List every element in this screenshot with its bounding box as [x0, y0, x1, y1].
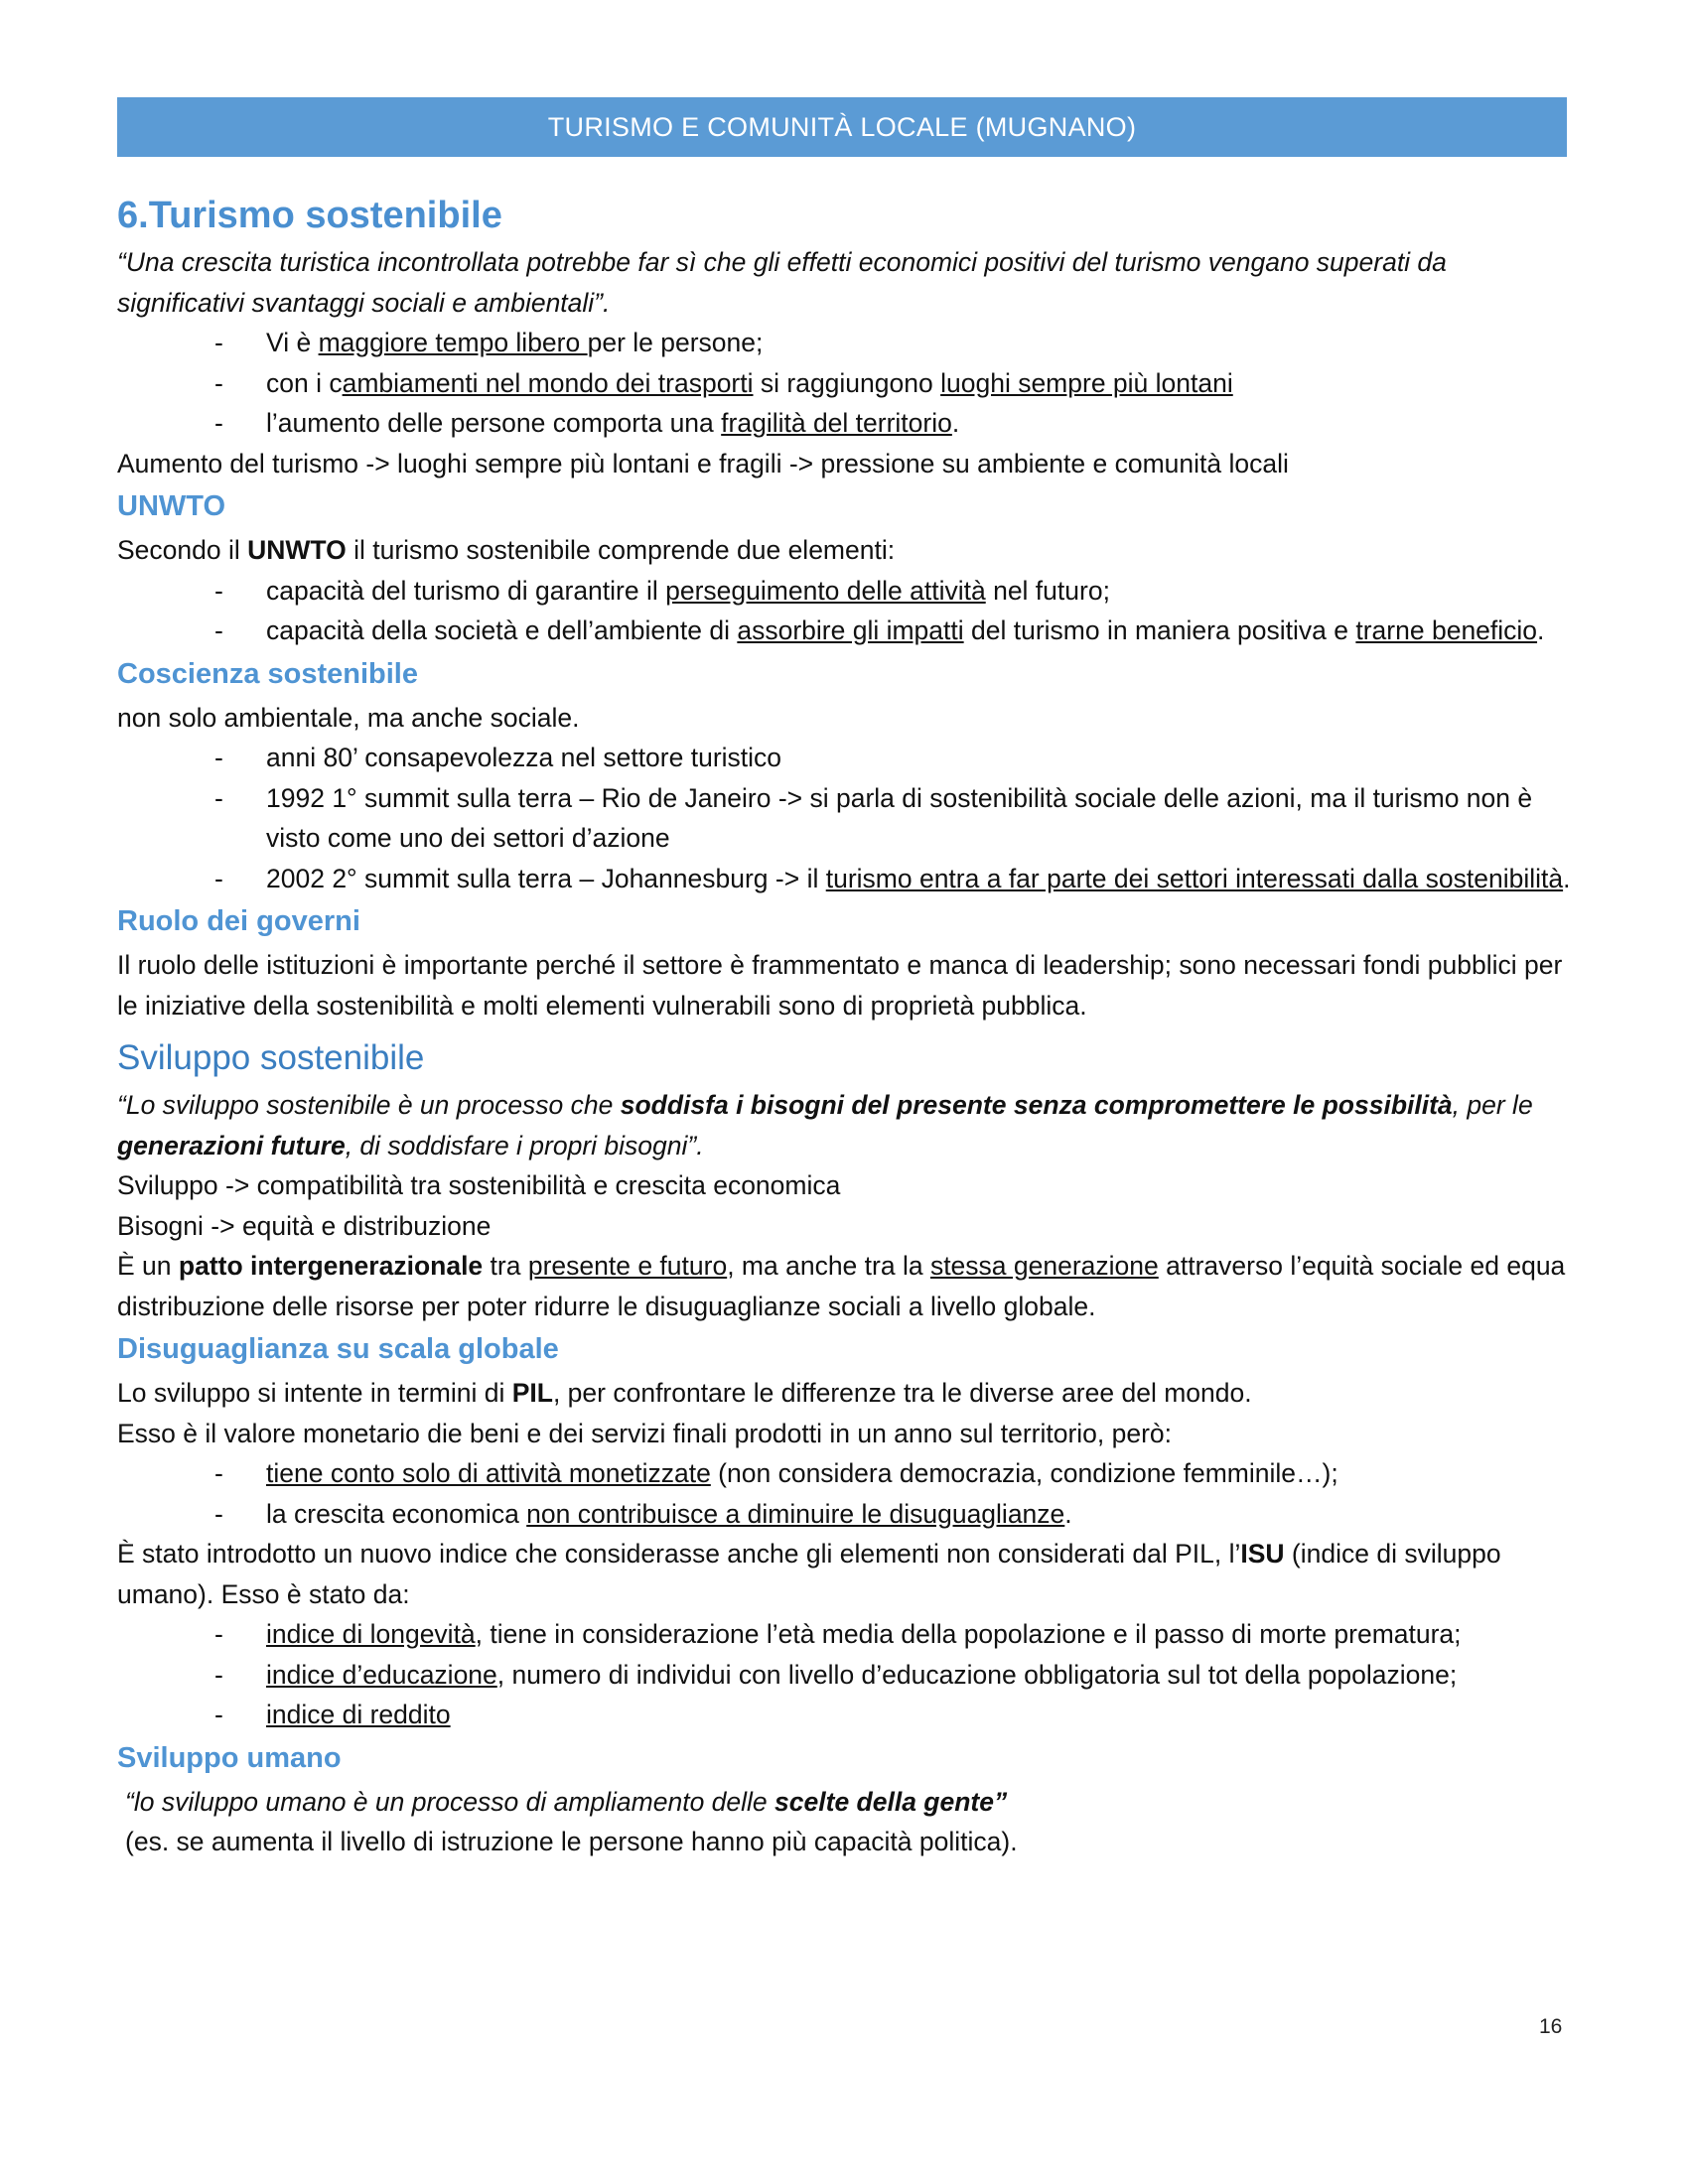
list-item: - la crescita economica non contribuisce a diminuire le disuguaglianze.	[117, 1494, 1577, 1535]
sviluppo-line: Sviluppo -> compatibilità tra sostenibilità e crescita economica	[117, 1170, 841, 1200]
coscienza-intro: non solo ambientale, ma anche sociale.	[117, 702, 580, 733]
umano-note: (es. se aumenta il livello di istruzione le persone hanno più capacità politica).	[125, 1827, 1018, 1856]
heading-ruolo-governi: Ruolo dei governi	[117, 905, 360, 937]
list-item: - Vi è maggiore tempo libero per le persone;	[117, 323, 1577, 363]
list-item: - indice d’educazione, numero di individui con livello d’educazione obbligatoria sul tot della popolazione;	[117, 1655, 1577, 1696]
pil-definition: Esso è il valore monetario die beni e dei servizi finali prodotti in un anno sul territorio, però:	[117, 1418, 1173, 1448]
heading-coscienza-sostenibile: Coscienza sostenibile	[117, 657, 418, 690]
summary-line: Aumento del turismo -> luoghi sempre più lontani e fragili -> pressione su ambiente e comunità locali	[117, 448, 1289, 478]
isu-paragraph: È stato introdotto un nuovo indice che considerasse anche gli elementi non considerati dal PIL, l’ISU (indice di sviluppo umano). Esso è stato da:	[117, 1539, 1501, 1609]
bullet-list-pil	[117, 1453, 1577, 1534]
page-content	[117, 191, 1577, 1862]
list-item: - capacità del turismo di garantire il perseguimento delle attività nel futuro;	[117, 571, 1577, 612]
running-header: TURISMO E COMUNITÀ LOCALE (MUGNANO)	[117, 97, 1567, 157]
list-item: - 2002 2° summit sulla terra – Johannesburg -> il turismo entra a far parte dei settori interessati dalla sostenibilità.	[117, 859, 1577, 899]
list-item: - l’aumento delle persone comporta una fragilità del territorio.	[117, 403, 1577, 444]
bullet-list-isu	[117, 1614, 1577, 1735]
list-item: - con i cambiamenti nel mondo dei trasporti si raggiungono luoghi sempre più lontani	[117, 363, 1577, 404]
heading-sviluppo-umano: Sviluppo umano	[117, 1741, 342, 1774]
page-number: 16	[1539, 2015, 1563, 2038]
bisogni-line: Bisogni -> equità e distribuzione	[117, 1210, 492, 1241]
list-item: - indice di longevità, tiene in considerazione l’età media della popolazione e il passo di morte prematura;	[117, 1614, 1577, 1655]
heading-sviluppo-sostenibile: Sviluppo sostenibile	[117, 1038, 425, 1077]
sviluppo-quote: “Lo sviluppo sostenibile è un processo che soddisfa i bisogni del presente senza compromettere le possibilità, per le generazioni future, di soddisfare i propri bisogni”.	[117, 1090, 1533, 1160]
list-item: - tiene conto solo di attività monetizzate (non considera democrazia, condizione femminile…);	[117, 1453, 1577, 1494]
pil-line: Lo sviluppo si intente in termini di PIL, per confrontare le differenze tra le diverse aree del mondo.	[117, 1378, 1252, 1408]
bullet-list-causes	[117, 323, 1577, 444]
bullet-list-coscienza	[117, 738, 1577, 898]
list-item: - 1992 1° summit sulla terra – Rio de Janeiro -> si parla di sostenibilità sociale delle azioni, ma il turismo non è visto come uno dei settori d’azione	[117, 778, 1577, 859]
intro-quote: “Una crescita turistica incontrollata potrebbe far sì che gli effetti economici positivi del turismo vengano superati da significativi svantaggi sociali e ambientali”.	[117, 247, 1447, 318]
bullet-list-unwto	[117, 571, 1577, 651]
heading-unwto: UNWTO	[117, 490, 226, 522]
unwto-intro: Secondo il UNWTO il turismo sostenibile comprende due elementi:	[117, 535, 896, 565]
list-item: - capacità della società e dell’ambiente di assorbire gli impatti del turismo in maniera positiva e trarne beneficio.	[117, 611, 1577, 651]
section-title-turismo-sostenibile: 6.Turismo sostenibile	[117, 195, 502, 236]
governi-text: Il ruolo delle istituzioni è importante perché il settore è frammentato e manca di leadership; sono necessari fondi pubblici per le iniziative della sostenibilità e molti elementi vulnerabili sono di proprietà pubblica.	[117, 950, 1563, 1021]
heading-disuguaglianza: Disuguaglianza su scala globale	[117, 1333, 559, 1365]
list-item: - anni 80’ consapevolezza nel settore turistico	[117, 738, 1577, 778]
umano-quote: “lo sviluppo umano è un processo di ampliamento delle scelte della gente”	[125, 1786, 1008, 1817]
patto-paragraph: È un patto intergenerazionale tra presente e futuro, ma anche tra la stessa generazione attraverso l’equità sociale ed equa distribuzione delle risorse per poter ridurre le disuguaglianze sociali a livello globale.	[117, 1251, 1566, 1321]
list-item: - indice di reddito	[117, 1695, 1577, 1735]
